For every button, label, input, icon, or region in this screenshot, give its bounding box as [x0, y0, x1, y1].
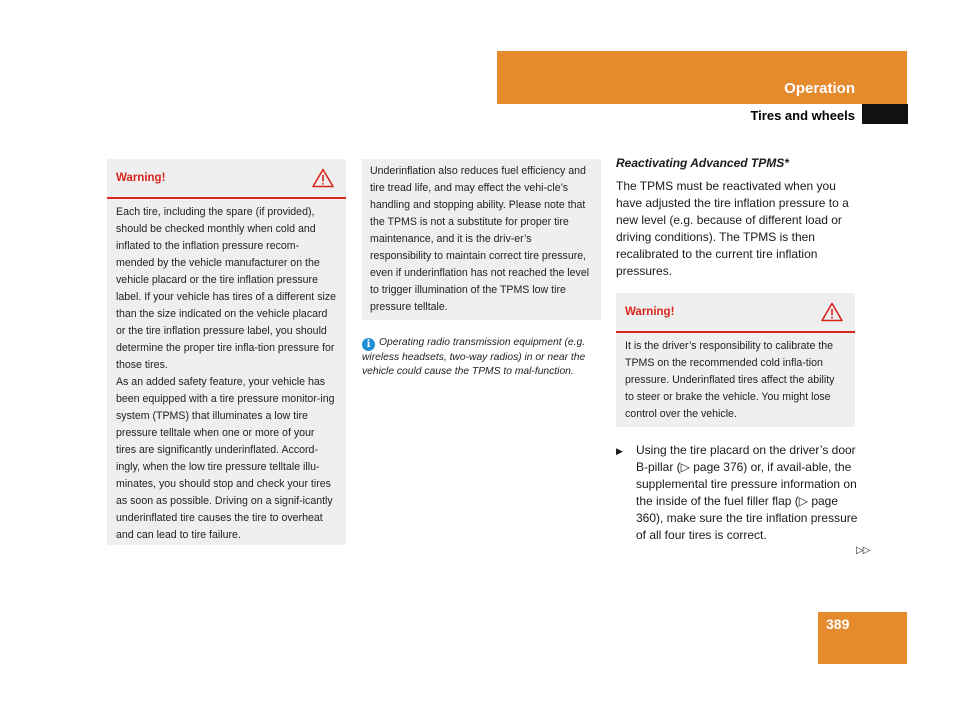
underinflation-box: Underinflation also reduces fuel efficiency and tire tread life, and may effect the vehi-cle’s handling and stopping ability. Please note that the TPMS is not a substitute for proper tire maintenance, and it is the driv-er’s responsibility to maintain correct tire pressure, even if underinflation has not reached the level to trigger illumination of the TPMS low tire pressure telltale.: [362, 159, 601, 320]
info-note: [362, 336, 600, 379]
warning-paragraph: Each tire, including the spare (if provided), should be checked monthly when cold and inflated to the inflation pressure recom-mended by the vehicle manufacturer on the vehicle placard or the tire inflation pressure label. If your vehicle has tires of a different size than the size indicated on the vehicle placard or the tire inflation pressure label, you should determine the proper tire infla-tion pressure for those tires.: [116, 206, 337, 371]
bullet-arrow-icon: ▶: [616, 446, 623, 456]
instruction-step: [616, 442, 858, 544]
warning-triangle-icon: [821, 302, 843, 322]
header-black-tab: [862, 104, 908, 124]
instruction-text: Using the tire placard on the driver’s door B-pillar (▷ page 376) or, if avail-able, the supplemental tire pressure information on the inside of the fuel filler flap (▷ page 360), make sure the tire inflation pressure of all four tires is correct.: [636, 443, 858, 542]
subsection-title: Tires and wheels: [750, 108, 855, 123]
warning-title: Warning!: [625, 305, 675, 318]
section-title: Operation: [784, 80, 855, 97]
warning-triangle-icon: [312, 168, 334, 188]
warning-body: It is the driver’s responsibility to calibrate the TPMS on the recommended cold infla-tion pressure. Underinflated tires affect the ability to steer or brake the vehicle. You might lose control over the vehicle.: [625, 340, 835, 420]
warning-title: Warning!: [116, 171, 166, 184]
reactivating-paragraph: The TPMS must be reactivated when you have adjusted the tire inflation pressure to a new level (e.g. because of different load or driving conditions). The TPMS is then recalibrated to the current tire inflation pressures.: [616, 179, 849, 278]
page-number: 389: [826, 616, 850, 632]
warning-body: [107, 199, 346, 550]
reactivating-body: [616, 178, 858, 280]
info-note-text: Operating radio transmission equipment (e.g. wireless headsets, two-way radios) in or near the vehicle could cause the TPMS to mal-function.: [362, 337, 586, 377]
continue-arrows-icon: ▷▷: [856, 545, 870, 556]
warning-box-tire-check: [107, 159, 346, 545]
info-icon: i: [362, 338, 375, 351]
reactivating-title: Reactivating Advanced TPMS*: [616, 156, 789, 170]
warning-paragraph: As an added safety feature, your vehicle has been equipped with a tire pressure monitor-ing system (TPMS) that illuminates a low tire pressure telltale when one or more of your tires are significantly underinflated. Accord-ingly, when the low tire pressure telltale illu-minates, you should stop and check your tires as soon as possible. Driving on a signif-icantly underinflated tire causes the tire to overheat and can lead to tire failure.: [116, 376, 335, 541]
warning-header: [107, 159, 346, 199]
warning-header: [616, 293, 855, 333]
warning-box-calibrate: [616, 293, 855, 427]
